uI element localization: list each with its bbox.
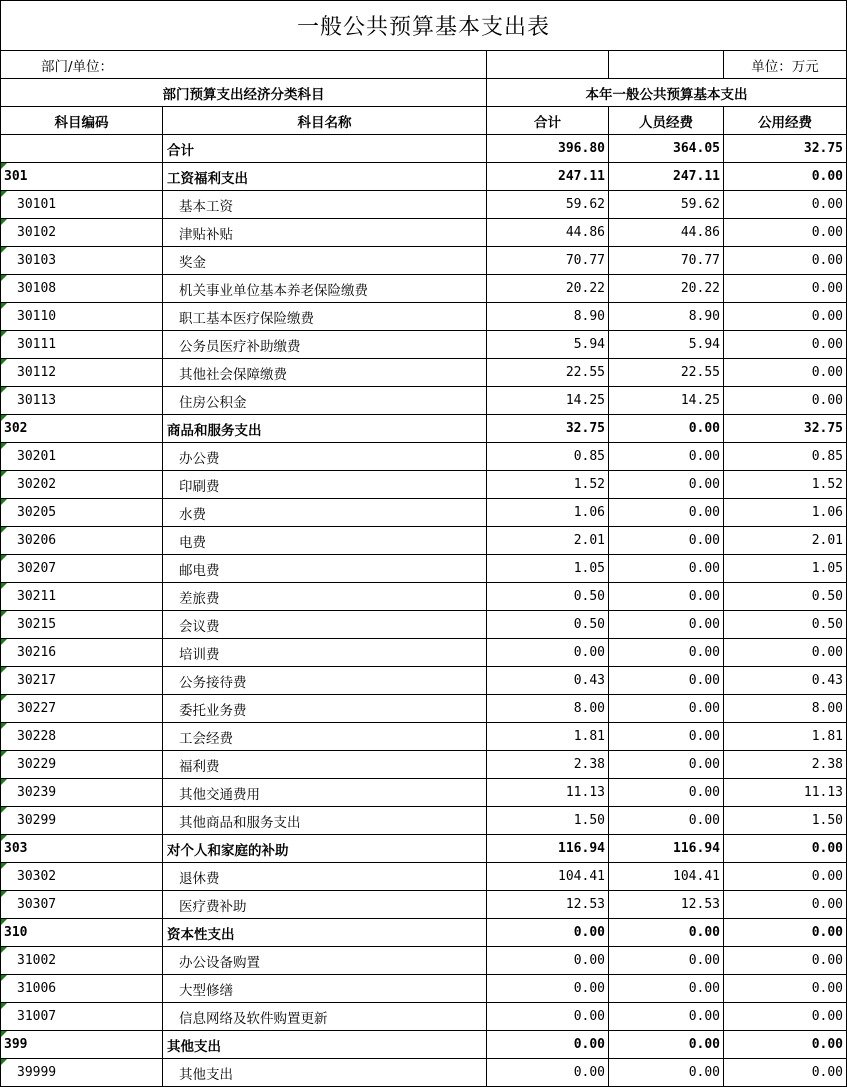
table-row — [1, 863, 847, 891]
row-public: 0.43 — [724, 667, 847, 695]
total-total: 396.80 — [487, 135, 609, 163]
table-row — [1, 555, 847, 583]
row-code: 30103 — [1, 247, 163, 275]
table-row — [1, 1031, 847, 1059]
table-row — [1, 723, 847, 751]
table-row — [1, 219, 847, 247]
table-row — [1, 611, 847, 639]
row-code: 302 — [1, 415, 163, 443]
row-name: 公务接待费 — [163, 667, 487, 695]
row-total: 104.41 — [487, 863, 609, 891]
row-code: 30228 — [1, 723, 163, 751]
row-code: 30201 — [1, 443, 163, 471]
row-code: 30227 — [1, 695, 163, 723]
row-personnel: 0.00 — [609, 611, 724, 639]
row-personnel: 0.00 — [609, 723, 724, 751]
dept-label: 部门/单位： — [1, 51, 487, 79]
row-code: 30101 — [1, 191, 163, 219]
header-code: 科目编码 — [1, 107, 163, 135]
row-public: 0.00 — [724, 219, 847, 247]
row-code: 30205 — [1, 499, 163, 527]
row-personnel: 0.00 — [609, 807, 724, 835]
row-personnel: 0.00 — [609, 1031, 724, 1059]
row-public: 0.00 — [724, 947, 847, 975]
row-public: 0.00 — [724, 891, 847, 919]
header-name: 科目名称 — [163, 107, 487, 135]
row-public: 0.00 — [724, 1059, 847, 1087]
row-public: 1.50 — [724, 807, 847, 835]
header-public: 公用经费 — [724, 107, 847, 135]
row-personnel: 104.41 — [609, 863, 724, 891]
row-name: 基本工资 — [163, 191, 487, 219]
row-total: 1.06 — [487, 499, 609, 527]
table-row — [1, 695, 847, 723]
table-row — [1, 807, 847, 835]
row-code: 30216 — [1, 639, 163, 667]
row-total: 0.00 — [487, 1031, 609, 1059]
table-row — [1, 527, 847, 555]
row-total: 20.22 — [487, 275, 609, 303]
row-public: 0.00 — [724, 331, 847, 359]
row-name: 津贴补贴 — [163, 219, 487, 247]
row-total: 0.00 — [487, 975, 609, 1003]
row-total: 0.00 — [487, 919, 609, 947]
header-group-right: 本年一般公共预算基本支出 — [487, 79, 847, 107]
row-total: 11.13 — [487, 779, 609, 807]
row-public: 1.05 — [724, 555, 847, 583]
row-name: 信息网络及软件购置更新 — [163, 1003, 487, 1031]
row-name: 公务员医疗补助缴费 — [163, 331, 487, 359]
row-name: 办公设备购置 — [163, 947, 487, 975]
row-personnel: 0.00 — [609, 639, 724, 667]
row-name: 其他交通费用 — [163, 779, 487, 807]
row-name: 会议费 — [163, 611, 487, 639]
row-personnel: 22.55 — [609, 359, 724, 387]
row-personnel: 0.00 — [609, 1003, 724, 1031]
row-total: 59.62 — [487, 191, 609, 219]
row-code: 30215 — [1, 611, 163, 639]
row-name: 工会经费 — [163, 723, 487, 751]
row-total: 1.52 — [487, 471, 609, 499]
row-personnel: 0.00 — [609, 555, 724, 583]
row-personnel: 0.00 — [609, 583, 724, 611]
row-total: 12.53 — [487, 891, 609, 919]
row-name: 对个人和家庭的补助 — [163, 835, 487, 863]
row-total: 0.00 — [487, 639, 609, 667]
row-name: 办公费 — [163, 443, 487, 471]
row-public: 0.00 — [724, 163, 847, 191]
row-public: 0.00 — [724, 863, 847, 891]
table-row — [1, 751, 847, 779]
row-code: 30202 — [1, 471, 163, 499]
row-public: 0.00 — [724, 1031, 847, 1059]
table-row — [1, 1059, 847, 1087]
row-name: 其他社会保障缴费 — [163, 359, 487, 387]
row-code: 30299 — [1, 807, 163, 835]
table-row — [1, 639, 847, 667]
row-personnel: 247.11 — [609, 163, 724, 191]
table-title: 一般公共预算基本支出表 — [1, 1, 847, 51]
row-name: 其他支出 — [163, 1059, 487, 1087]
table-row — [1, 583, 847, 611]
row-code: 30102 — [1, 219, 163, 247]
row-name: 工资福利支出 — [163, 163, 487, 191]
row-code: 30110 — [1, 303, 163, 331]
row-public: 0.00 — [724, 275, 847, 303]
row-name: 培训费 — [163, 639, 487, 667]
row-personnel: 0.00 — [609, 667, 724, 695]
row-name: 医疗费补助 — [163, 891, 487, 919]
table-row — [1, 415, 847, 443]
empty-cell — [487, 51, 609, 79]
table-row — [1, 1003, 847, 1031]
row-total: 0.43 — [487, 667, 609, 695]
row-personnel: 70.77 — [609, 247, 724, 275]
row-public: 0.00 — [724, 975, 847, 1003]
table-row — [1, 947, 847, 975]
row-code: 30207 — [1, 555, 163, 583]
table-row — [1, 331, 847, 359]
row-total: 0.00 — [487, 1059, 609, 1087]
row-name: 大型修缮 — [163, 975, 487, 1003]
row-name: 福利费 — [163, 751, 487, 779]
row-personnel: 0.00 — [609, 415, 724, 443]
row-total: 0.85 — [487, 443, 609, 471]
row-public: 1.81 — [724, 723, 847, 751]
row-total: 8.90 — [487, 303, 609, 331]
table-row — [1, 163, 847, 191]
row-code: 30217 — [1, 667, 163, 695]
row-code: 30206 — [1, 527, 163, 555]
row-code: 30307 — [1, 891, 163, 919]
row-personnel: 0.00 — [609, 499, 724, 527]
row-public: 0.50 — [724, 583, 847, 611]
row-personnel: 0.00 — [609, 947, 724, 975]
row-public: 1.06 — [724, 499, 847, 527]
row-total: 247.11 — [487, 163, 609, 191]
row-code: 30239 — [1, 779, 163, 807]
row-name: 机关事业单位基本养老保险缴费 — [163, 275, 487, 303]
row-personnel: 0.00 — [609, 695, 724, 723]
row-personnel: 0.00 — [609, 527, 724, 555]
table-row — [1, 303, 847, 331]
row-total: 14.25 — [487, 387, 609, 415]
total-public: 32.75 — [724, 135, 847, 163]
row-public: 32.75 — [724, 415, 847, 443]
row-total: 32.75 — [487, 415, 609, 443]
row-code: 30229 — [1, 751, 163, 779]
row-personnel: 0.00 — [609, 751, 724, 779]
row-total: 0.00 — [487, 947, 609, 975]
row-personnel: 20.22 — [609, 275, 724, 303]
row-personnel: 8.90 — [609, 303, 724, 331]
row-name: 奖金 — [163, 247, 487, 275]
row-personnel: 0.00 — [609, 779, 724, 807]
empty-cell — [609, 51, 724, 79]
row-public: 0.00 — [724, 919, 847, 947]
table-row — [1, 387, 847, 415]
row-name: 其他支出 — [163, 1031, 487, 1059]
row-code: 31002 — [1, 947, 163, 975]
row-personnel: 0.00 — [609, 471, 724, 499]
row-total: 44.86 — [487, 219, 609, 247]
header-total: 合计 — [487, 107, 609, 135]
row-public: 0.85 — [724, 443, 847, 471]
row-public: 0.00 — [724, 639, 847, 667]
table-row — [1, 471, 847, 499]
header-personnel: 人员经费 — [609, 107, 724, 135]
row-code: 30112 — [1, 359, 163, 387]
row-personnel: 14.25 — [609, 387, 724, 415]
row-total: 116.94 — [487, 835, 609, 863]
row-personnel: 12.53 — [609, 891, 724, 919]
row-total: 8.00 — [487, 695, 609, 723]
row-personnel: 0.00 — [609, 443, 724, 471]
row-name: 委托业务费 — [163, 695, 487, 723]
row-name: 水费 — [163, 499, 487, 527]
row-public: 2.38 — [724, 751, 847, 779]
row-code: 31006 — [1, 975, 163, 1003]
row-public: 1.52 — [724, 471, 847, 499]
row-personnel: 0.00 — [609, 919, 724, 947]
row-name: 职工基本医疗保险缴费 — [163, 303, 487, 331]
table-row — [1, 359, 847, 387]
row-public: 2.01 — [724, 527, 847, 555]
row-name: 印刷费 — [163, 471, 487, 499]
row-total: 0.50 — [487, 583, 609, 611]
unit-label: 单位：万元 — [724, 51, 847, 79]
row-code: 301 — [1, 163, 163, 191]
table-row — [1, 975, 847, 1003]
row-total: 0.50 — [487, 611, 609, 639]
row-total: 2.01 — [487, 527, 609, 555]
row-code: 310 — [1, 919, 163, 947]
row-public: 0.00 — [724, 387, 847, 415]
row-personnel: 0.00 — [609, 1059, 724, 1087]
row-public: 0.00 — [724, 191, 847, 219]
table-row — [1, 191, 847, 219]
row-name: 其他商品和服务支出 — [163, 807, 487, 835]
row-code: 30108 — [1, 275, 163, 303]
total-code-cell — [1, 135, 163, 163]
row-code: 399 — [1, 1031, 163, 1059]
row-total: 1.50 — [487, 807, 609, 835]
row-total: 0.00 — [487, 1003, 609, 1031]
table-row — [1, 499, 847, 527]
total-row — [1, 135, 847, 163]
row-public: 0.00 — [724, 1003, 847, 1031]
row-total: 1.05 — [487, 555, 609, 583]
row-name: 电费 — [163, 527, 487, 555]
row-personnel: 0.00 — [609, 975, 724, 1003]
row-code: 303 — [1, 835, 163, 863]
header-group-left: 部门预算支出经济分类科目 — [1, 79, 487, 107]
row-personnel: 116.94 — [609, 835, 724, 863]
total-personnel: 364.05 — [609, 135, 724, 163]
row-total: 1.81 — [487, 723, 609, 751]
row-name: 邮电费 — [163, 555, 487, 583]
row-public: 0.00 — [724, 247, 847, 275]
row-total: 22.55 — [487, 359, 609, 387]
row-personnel: 44.86 — [609, 219, 724, 247]
row-code: 30211 — [1, 583, 163, 611]
row-public: 0.00 — [724, 835, 847, 863]
row-code: 39999 — [1, 1059, 163, 1087]
row-public: 0.00 — [724, 303, 847, 331]
table-row — [1, 835, 847, 863]
row-total: 5.94 — [487, 331, 609, 359]
row-code: 30302 — [1, 863, 163, 891]
table-row — [1, 247, 847, 275]
row-total: 70.77 — [487, 247, 609, 275]
row-name: 差旅费 — [163, 583, 487, 611]
table-row — [1, 919, 847, 947]
table-row — [1, 891, 847, 919]
row-code: 30111 — [1, 331, 163, 359]
table-row — [1, 275, 847, 303]
table-row — [1, 443, 847, 471]
row-public: 0.50 — [724, 611, 847, 639]
total-name: 合计 — [163, 135, 487, 163]
row-personnel: 5.94 — [609, 331, 724, 359]
row-name: 商品和服务支出 — [163, 415, 487, 443]
row-name: 住房公积金 — [163, 387, 487, 415]
row-public: 0.00 — [724, 359, 847, 387]
row-public: 8.00 — [724, 695, 847, 723]
table-row — [1, 779, 847, 807]
row-name: 资本性支出 — [163, 919, 487, 947]
row-personnel: 59.62 — [609, 191, 724, 219]
row-total: 2.38 — [487, 751, 609, 779]
row-public: 11.13 — [724, 779, 847, 807]
row-code: 30113 — [1, 387, 163, 415]
row-name: 退休费 — [163, 863, 487, 891]
row-code: 31007 — [1, 1003, 163, 1031]
table-row — [1, 667, 847, 695]
